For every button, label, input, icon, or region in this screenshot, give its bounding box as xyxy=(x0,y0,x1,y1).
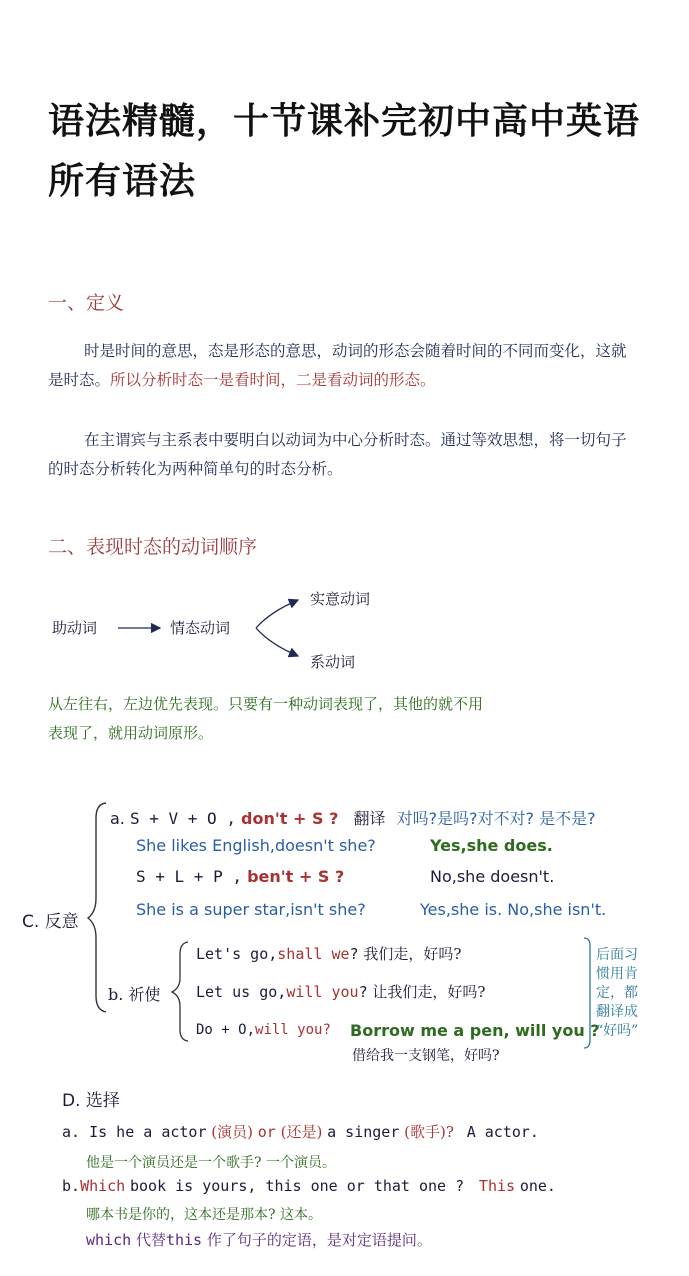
c-side-note-line: 翻译成 xyxy=(596,1004,638,1020)
d-b-note-this: this xyxy=(165,1231,203,1249)
page-title: 语法精髓，十节课补完初中高中英语所有语法 xyxy=(48,101,641,202)
c-side-note-line: “好吗” xyxy=(596,1023,639,1039)
c-a-meaning: 对吗?是吗?对不对? 是不是? xyxy=(396,809,596,828)
section-heading-verb-order: 二、表现时态的动词顺序 xyxy=(48,536,258,558)
c-a-tag: don't + S ? xyxy=(241,809,339,828)
c-b-row-2 xyxy=(196,981,485,1002)
c-b3-en: Do + O, xyxy=(196,1022,256,1038)
d-alternative-question-label: D. 选择 xyxy=(62,1091,120,1111)
definition-paragraph-2: 在主谓宾与主系表中要明白以动词为中心分析时态。通过等效思想，将一切句子的时态分析转化为两种简单句的时态分析。 xyxy=(48,431,627,478)
c-example-1-answer: Yes,she does. xyxy=(430,836,553,855)
c-side-note-line: 定，都 xyxy=(596,985,638,1001)
brace-b xyxy=(172,942,188,1041)
d-b-this: This xyxy=(478,1177,516,1195)
d-b-translation: 哪本书是你的，这本还是那本? 这本。 xyxy=(86,1207,322,1223)
c-b1-cn: 我们走，好吗? xyxy=(363,945,462,963)
c-tag-question-label: C. 反意 xyxy=(22,912,79,932)
d-a-cn-actor: (演员) xyxy=(211,1123,253,1141)
node-modal-verb: 情态动词 xyxy=(170,619,231,637)
node-auxiliary-verb: 助动词 xyxy=(52,619,98,637)
d-b-note-rest: 作了句子的定语，是对定语提问。 xyxy=(206,1231,432,1249)
node-real-verb: 实意动词 xyxy=(310,590,371,608)
d-b-one: one. xyxy=(519,1177,556,1195)
c-a-formula: S + V + O , xyxy=(129,809,236,828)
definition-emphasis: 所以分析时态一是看时间，二是看动词的形态。 xyxy=(110,371,436,389)
d-b-note-which: which xyxy=(86,1231,132,1249)
d-a-translation: 他是一个演员还是一个歌手? 一个演员。 xyxy=(86,1155,336,1171)
c-side-note-line: 后面习 xyxy=(596,947,638,963)
d-b-label: b. xyxy=(62,1177,81,1195)
c-side-note-line: 惯用肯 xyxy=(596,966,638,982)
verb-order-note-line-1: 从左往右，左边优先表现。只要有一种动词表现了，其他的就不用 xyxy=(48,695,484,713)
node-linking-verb: 系动词 xyxy=(310,653,356,671)
arrow-to-real-verb xyxy=(256,600,298,628)
c-formula-2-row xyxy=(136,867,344,886)
c-side-note xyxy=(596,946,666,1041)
arrow-to-linking-verb xyxy=(256,628,298,656)
c-a-translate-label: 翻译 xyxy=(353,809,386,828)
d-a-cn-singer: (歌手)? xyxy=(404,1123,454,1141)
c-example-2: She is a super star,isn't she? xyxy=(136,900,366,919)
d-b-note-replace: 代替 xyxy=(135,1231,166,1249)
c-example-2-answer: Yes,she is. No,she isn't. xyxy=(420,900,607,919)
c-b1-en: Let's go, xyxy=(196,945,278,963)
d-a-or: or xyxy=(257,1123,276,1141)
d-a-en-2: a singer xyxy=(327,1123,400,1141)
verb-order-note-line-2: 表现了，就用动词原形。 xyxy=(48,724,214,742)
c-b1-tag: shall we xyxy=(277,945,350,963)
c-formula-2-tag: ben't + S ? xyxy=(247,867,345,886)
d-a-en-1: a. Is he a actor xyxy=(62,1123,207,1141)
d-b-note xyxy=(86,1229,432,1250)
d-a-row xyxy=(62,1121,539,1142)
c-example-1: She likes English,doesn't she? xyxy=(136,836,376,855)
c-b2-tag: will you xyxy=(286,983,359,1001)
c-b3-tag: will you? xyxy=(255,1022,331,1038)
c-a-label: a. xyxy=(110,809,125,828)
c-b1-qmark: ? xyxy=(349,945,359,963)
d-a-answer: A actor. xyxy=(466,1123,539,1141)
c-b-imperative-label: b. 祈使 xyxy=(108,985,161,1004)
c-b2-cn: 让我们走，好吗? xyxy=(372,983,486,1001)
c-b3-translation: 借给我一支钢笔，好吗? xyxy=(352,1048,500,1064)
c-b-row-3 xyxy=(196,1022,331,1038)
c-b2-qmark: ? xyxy=(358,983,368,1001)
d-b-row xyxy=(62,1177,556,1195)
c-b2-en: Let us go, xyxy=(196,983,287,1001)
c-b3-example: Borrow me a pen, will you ? xyxy=(350,1021,600,1040)
d-b-en: book is yours, this one or that one ? xyxy=(130,1177,465,1195)
d-b-which: Which xyxy=(80,1177,126,1195)
c-a-row xyxy=(110,806,596,829)
brace-c xyxy=(88,803,106,1012)
c-b-row-1 xyxy=(196,943,461,964)
d-a-cn-or: (还是) xyxy=(280,1123,323,1141)
c-example-1-negative: No,she doesn't. xyxy=(430,867,555,886)
section-heading-definition: 一、定义 xyxy=(48,292,125,314)
definition-text: 时是时间的意思，态是形态的意思，动词的形态会随着时间的不同而变化，这就是时态。 xyxy=(48,342,627,389)
c-formula-2: S + L + P , xyxy=(136,867,242,886)
